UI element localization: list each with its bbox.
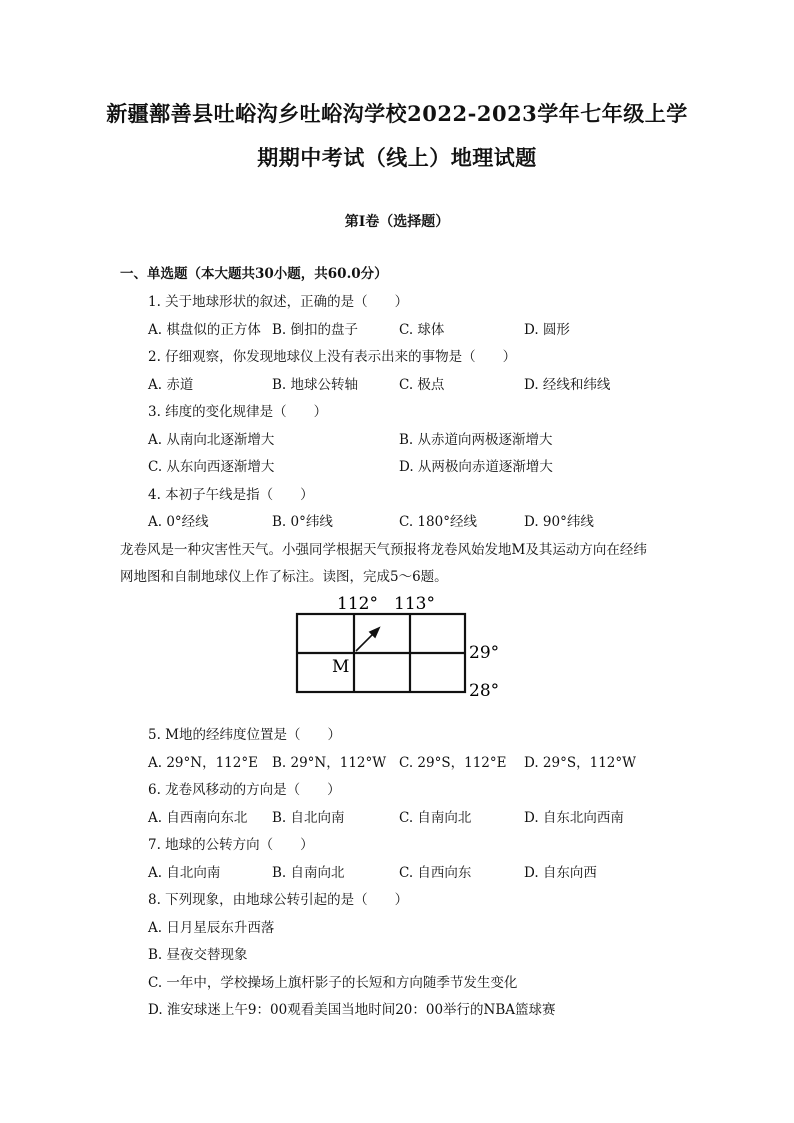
point-m-label: M <box>332 657 350 677</box>
lat-lon-grid-figure <box>290 592 510 704</box>
option-a: A. 自西南向东北 <box>148 810 248 826</box>
question-5-stem: 5. M地的经纬度位置是（ ） <box>148 727 341 743</box>
option-b: B. 地球公转轴 <box>272 377 359 393</box>
option-d: D. 90°纬线 <box>524 514 594 530</box>
question-8-option-b: B. 昼夜交替现象 <box>148 947 248 963</box>
question-8-option-d: D. 淮安球迷上午9：00观看美国当地时间20：00举行的NBA篮球赛 <box>148 1002 556 1018</box>
question-3-stem: 3. 纬度的变化规律是（ ） <box>148 404 328 420</box>
option-d: D. 自东向西 <box>524 865 597 881</box>
lat-label-28: 28° <box>469 681 500 701</box>
lon-label-112: 112° <box>337 594 378 614</box>
option-b: B. 自北向南 <box>272 810 345 826</box>
option-a: A. 自北向南 <box>148 865 221 881</box>
lon-label-113: 113° <box>394 594 435 614</box>
option-c: C. 极点 <box>399 377 445 393</box>
question-8-option-a: A. 日月星辰东升西落 <box>148 920 275 936</box>
option-b: B. 自南向北 <box>272 865 345 881</box>
question-8-stem: 8. 下列现象，由地球公转引起的是（ ） <box>148 892 409 908</box>
option-d: D. 自东北向西南 <box>524 810 624 826</box>
question-1-stem: 1. 关于地球形状的叙述，正确的是（ ） <box>148 294 409 310</box>
option-b: B. 倒扣的盘子 <box>272 322 359 338</box>
option-b: B. 29°N，112°W <box>272 755 387 771</box>
option-a: A. 0°经线 <box>148 514 209 530</box>
question-2-stem: 2. 仔细观察，你发现地球仪上没有表示出来的事物是（ ） <box>148 349 517 365</box>
option-b: B. 从赤道向两极逐渐增大 <box>399 432 553 448</box>
option-a: A. 棋盘似的正方体 <box>148 322 261 338</box>
option-c: C. 从东向西逐渐增大 <box>148 459 275 475</box>
lat-label-29: 29° <box>469 643 500 663</box>
question-6-stem: 6. 龙卷风移动的方向是（ ） <box>148 782 341 798</box>
section-heading: 一、单选题（本大题共30小题，共60.0分） <box>120 266 388 282</box>
option-a: A. 从南向北逐渐增大 <box>148 432 275 448</box>
passage-line1: 龙卷风是一种灾害性天气。小强同学根据天气预报将龙卷风始发地M及其运动方向在经纬 <box>120 542 647 558</box>
exam-title-line2: 期期中考试（线上）地理试题 <box>257 145 537 170</box>
option-b: B. 0°纬线 <box>272 514 333 530</box>
option-c: C. 自南向北 <box>399 810 472 826</box>
passage-line2: 网地图和自制地球仪上作了标注。读图，完成5～6题。 <box>120 569 448 585</box>
option-d: D. 29°S，112°W <box>524 755 636 771</box>
option-c: C. 自西向东 <box>399 865 472 881</box>
option-a: A. 29°N，112°E <box>148 755 258 771</box>
option-a: A. 赤道 <box>148 377 194 393</box>
option-d: D. 经线和纬线 <box>524 377 611 393</box>
option-c: C. 180°经线 <box>399 514 477 530</box>
option-c: C. 球体 <box>399 322 445 338</box>
option-c: C. 29°S，112°E <box>399 755 507 771</box>
question-8-option-c: C. 一年中，学校操场上旗杆影子的长短和方向随季节发生变化 <box>148 975 518 991</box>
option-d: D. 圆形 <box>524 322 570 338</box>
question-4-stem: 4. 本初子午线是指（ ） <box>148 487 314 503</box>
exam-title-line1: 新疆鄯善县吐峪沟乡吐峪沟学校2022-2023学年七年级上学 <box>106 101 688 126</box>
question-7-stem: 7. 地球的公转方向（ ） <box>148 837 314 853</box>
volume-label: 第I卷（选择题） <box>344 214 450 230</box>
option-d: D. 从两极向赤道逐渐增大 <box>399 459 553 475</box>
